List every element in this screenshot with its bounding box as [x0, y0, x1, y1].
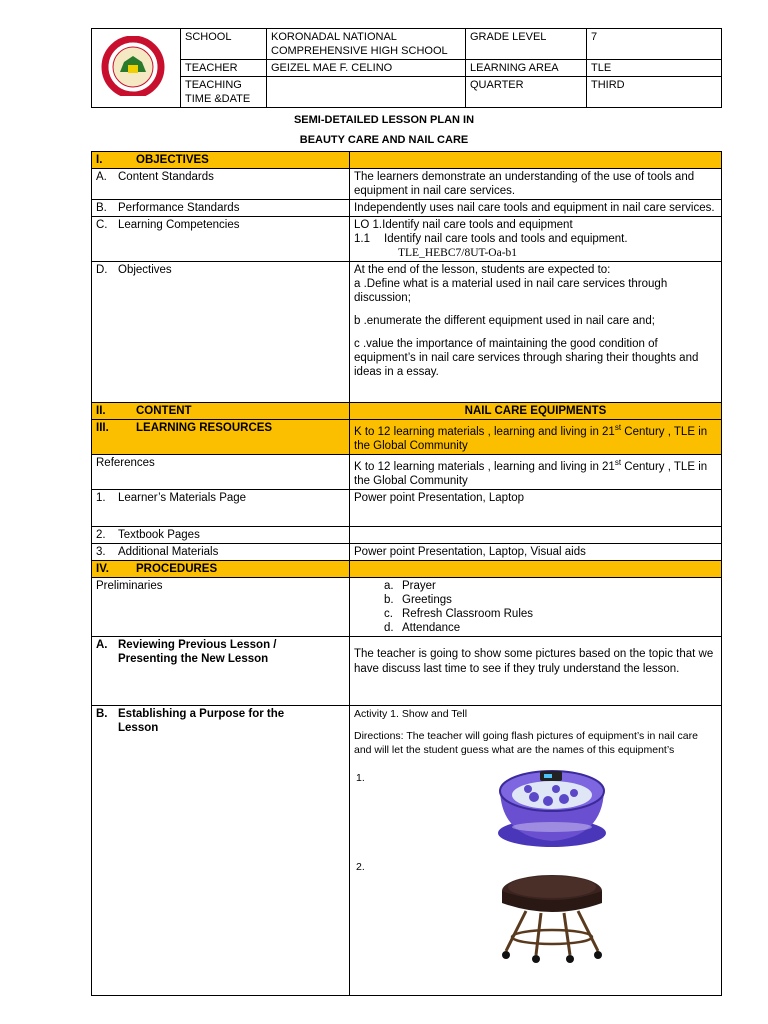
- content-row: [92, 403, 722, 420]
- textbook-label: [92, 526, 350, 543]
- resources-value-post: Century , TLE in the Global Community: [354, 425, 708, 452]
- activity-directions: Directions: The teacher will going flash pictures of equipment’s in nail care and will let the student guess what are the names of this equipment’s: [354, 729, 698, 756]
- resources-row: [92, 420, 722, 455]
- additional-materials-value: Power point Presentation, Laptop, Visual aids: [350, 543, 722, 560]
- learner-materials-value: Power point Presentation, Laptop: [350, 489, 722, 526]
- objectives-label-text: Objectives: [118, 264, 172, 276]
- purpose-label-text1: Establishing a Purpose for the: [118, 707, 285, 720]
- teacher-value: GEIZEL MAE F. CELINO: [267, 60, 466, 77]
- time-value: [267, 77, 466, 108]
- performance-standards-value: Independently uses nail care tools and equipment in nail care services.: [350, 200, 722, 217]
- preliminaries-value: [350, 577, 722, 636]
- school-logo: [94, 36, 172, 96]
- list-item-letter: b.: [384, 593, 394, 606]
- objective-a: a .Define what is a material used in nail care services through discussion;: [354, 278, 668, 304]
- time-label-line2: TIME &DATE: [185, 93, 251, 105]
- competency-item: [354, 232, 717, 246]
- purpose-value: [350, 705, 722, 995]
- title-line1: SEMI-DETAILED LESSON PLAN IN: [293, 114, 475, 126]
- competency-item-text: Identify nail care tools and tools and equipment.: [384, 233, 628, 245]
- resources-heading-text: LEARNING RESOURCES: [136, 422, 273, 434]
- area-value: TLE: [587, 60, 722, 77]
- school-label: SCHOOL: [181, 29, 267, 60]
- list-item-letter: c.: [384, 607, 393, 620]
- time-label-line1: TEACHING: [185, 79, 242, 91]
- purpose-label-line2: Lesson: [118, 721, 159, 734]
- textbook-value: [350, 526, 722, 543]
- picture-2-number: 2.: [356, 860, 365, 873]
- objectives-header-row: [92, 152, 722, 169]
- textbook-row: [92, 526, 722, 543]
- competency-item-num: 1.1: [354, 233, 370, 245]
- activity-title: Activity 1. Show and Tell: [354, 707, 468, 720]
- resources-value-pre: K to 12 learning materials , learning and living in 21: [354, 425, 615, 438]
- preliminaries-label: Preliminaries: [92, 577, 350, 636]
- competencies-letter: C.: [96, 219, 108, 231]
- reviewing-row: [92, 636, 722, 705]
- header-table: [91, 28, 722, 108]
- textbook-num: 2.: [96, 528, 106, 541]
- list-item: [384, 579, 717, 593]
- additional-materials-label-text: Additional Materials: [118, 545, 219, 558]
- procedures-heading: [92, 560, 350, 577]
- references-row: [92, 454, 722, 489]
- additional-materials-num: 3.: [96, 545, 106, 558]
- objectives-row: [92, 262, 722, 403]
- time-label: [181, 77, 267, 108]
- objectives-num: I.: [96, 154, 103, 166]
- grade-label: GRADE LEVEL: [466, 29, 587, 60]
- competencies-label-text: Learning Competencies: [118, 219, 240, 231]
- teacher-label: TEACHER: [181, 60, 267, 77]
- textbook-label-text: Textbook Pages: [118, 528, 200, 541]
- content-heading: [92, 403, 350, 420]
- learner-materials-row: [92, 489, 722, 526]
- list-item: [384, 621, 717, 635]
- reviewing-label-line2: Presenting the New Lesson: [118, 652, 269, 665]
- procedures-heading-empty: [350, 560, 722, 577]
- reviewing-value-text: The teacher is going to show some pictures based on the topic that we have discuss last time to see if they truly understand the lesson.: [354, 647, 714, 675]
- content-standards-label: [92, 169, 350, 200]
- references-value: [350, 454, 722, 489]
- purpose-row: [92, 705, 722, 995]
- competencies-value: [350, 217, 722, 262]
- content-standards-letter: A.: [96, 171, 107, 183]
- reviewing-label-line1: [96, 638, 345, 652]
- competency-lo: LO 1.Identify nail care tools and equipment: [354, 219, 573, 231]
- lesson-plan-table: [91, 151, 722, 996]
- objectives-heading: [92, 152, 350, 169]
- competencies-row: [92, 217, 722, 262]
- learner-materials-label: [92, 489, 350, 526]
- procedures-header-row: [92, 560, 722, 577]
- list-item-letter: a.: [384, 579, 394, 592]
- grade-value: 7: [587, 29, 722, 60]
- references-value-post: Century , TLE in the Global Community: [354, 460, 708, 487]
- objective-b: b .enumerate the different equipment used in nail care and;: [354, 315, 655, 327]
- procedures-num: IV.: [96, 562, 110, 575]
- list-item-text: Refresh Classroom Rules: [402, 607, 534, 620]
- list-item-text: Prayer: [402, 579, 436, 592]
- additional-materials-label: [92, 543, 350, 560]
- competency-code: TLE_HEBC7/8UT-Oa-b1: [398, 247, 518, 259]
- content-standards-row: [92, 169, 722, 200]
- resources-heading: [92, 420, 350, 455]
- performance-standards-row: [92, 200, 722, 217]
- list-item: [384, 593, 717, 607]
- list-item: [384, 607, 717, 621]
- performance-standards-label: [92, 200, 350, 217]
- references-value-sup: st: [614, 457, 622, 467]
- quarter-label: QUARTER: [466, 77, 587, 108]
- title-line2: BEAUTY CARE AND NAIL CARE: [299, 134, 469, 146]
- content-heading-text: CONTENT: [136, 405, 192, 417]
- objectives-intro: At the end of the lesson, students are expected to:: [354, 264, 611, 276]
- activity-pictures: [354, 757, 717, 987]
- additional-materials-row: [92, 543, 722, 560]
- references-label: References: [92, 454, 350, 489]
- competencies-label: [92, 217, 350, 262]
- resources-value-sup: st: [614, 423, 622, 432]
- objectives-heading-empty: [350, 152, 722, 169]
- reviewing-letter: A.: [96, 638, 108, 651]
- reviewing-label-text1: Reviewing Previous Lesson /: [118, 638, 277, 651]
- performance-standards-label-text: Performance Standards: [118, 202, 240, 214]
- resources-value: [350, 420, 722, 455]
- content-standards-value: The learners demonstrate an understanding of the use of tools and equipment in nail care services.: [350, 169, 722, 200]
- learner-materials-num: 1.: [96, 491, 106, 504]
- foot-spa-image: [492, 761, 612, 851]
- list-item-text: Greetings: [402, 593, 452, 606]
- references-value-pre: K to 12 learning materials , learning and living in 21: [354, 460, 615, 473]
- resources-num: III.: [96, 422, 109, 434]
- preliminaries-list: [354, 579, 717, 635]
- logo-cell: [92, 29, 181, 108]
- picture-1-number: 1.: [356, 771, 365, 784]
- reviewing-label: [92, 636, 350, 705]
- content-num: II.: [96, 405, 106, 417]
- stool-image: [486, 871, 618, 963]
- performance-standards-letter: B.: [96, 202, 107, 214]
- procedures-heading-text: PROCEDURES: [136, 562, 218, 575]
- purpose-letter: B.: [96, 707, 108, 720]
- content-value: NAIL CARE EQUIPMENTS: [350, 403, 722, 420]
- preliminaries-row: [92, 577, 722, 636]
- purpose-label: [92, 705, 350, 995]
- content-standards-label-text: Content Standards: [118, 171, 214, 183]
- learner-materials-label-text: Learner’s Materials Page: [118, 491, 247, 504]
- objectives-label: [92, 262, 350, 403]
- area-label: LEARNING AREA: [466, 60, 587, 77]
- list-item-letter: d.: [384, 621, 394, 634]
- objectives-letter: D.: [96, 264, 108, 276]
- objective-c: c .value the importance of maintaining the good condition of equipment’s in nail care services through sharing their thoughts and ideas in a essay.: [354, 338, 699, 378]
- objectives-heading-text: OBJECTIVES: [136, 154, 209, 166]
- quarter-value: THIRD: [587, 77, 722, 108]
- school-value: KORONADAL NATIONAL COMPREHENSIVE HIGH SCHOOL: [267, 29, 466, 60]
- objectives-value: [350, 262, 722, 403]
- list-item-text: Attendance: [402, 621, 461, 634]
- reviewing-value: [350, 636, 722, 705]
- purpose-label-line1: [96, 707, 345, 721]
